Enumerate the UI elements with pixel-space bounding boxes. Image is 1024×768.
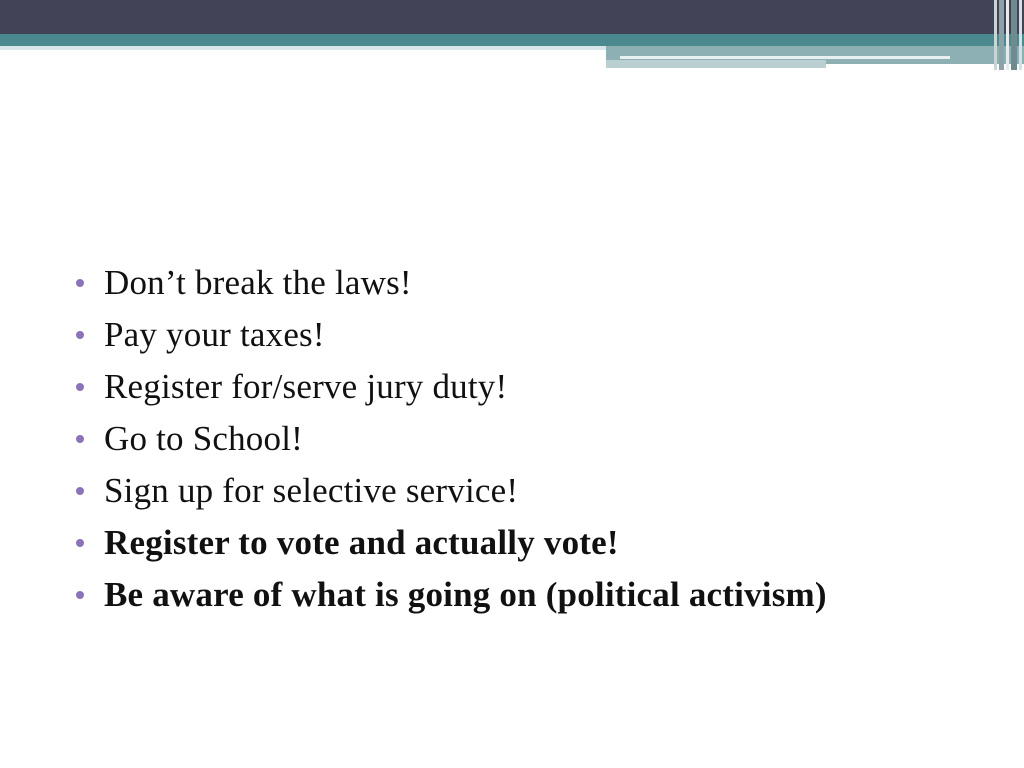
- header-accent-bar: [0, 34, 1024, 46]
- bullet-text: Sign up for selective service!: [104, 471, 519, 510]
- bullet-list: [74, 258, 934, 620]
- bullet-text: Don’t break the laws!: [104, 263, 412, 302]
- bullet-dot-icon: [76, 591, 84, 599]
- header-band: [0, 0, 1024, 34]
- bullet-item: [74, 258, 934, 308]
- decorative-vertical-bars: [994, 0, 1024, 70]
- bullet-item: [74, 414, 934, 464]
- bullet-item: [74, 310, 934, 360]
- bullet-text: Register for/serve jury duty!: [104, 367, 508, 406]
- bullet-item: [74, 466, 934, 516]
- bullet-item: [74, 362, 934, 412]
- bullet-dot-icon: [76, 383, 84, 391]
- header-stripe-light: [606, 60, 826, 68]
- bullet-dot-icon: [76, 487, 84, 495]
- bullet-text: Go to School!: [104, 419, 303, 458]
- bullet-text: Be aware of what is going on (political activism): [104, 575, 827, 614]
- bullet-text: Pay your taxes!: [104, 315, 325, 354]
- bullet-item: [74, 518, 934, 568]
- header-light-line: [0, 46, 606, 50]
- bullet-dot-icon: [76, 539, 84, 547]
- slide-content: [74, 258, 934, 622]
- bullet-item: [74, 570, 934, 620]
- bullet-dot-icon: [76, 279, 84, 287]
- bullet-dot-icon: [76, 331, 84, 339]
- bullet-text: Register to vote and actually vote!: [104, 523, 619, 562]
- header-stripe-highlight: [620, 56, 950, 59]
- bullet-dot-icon: [76, 435, 84, 443]
